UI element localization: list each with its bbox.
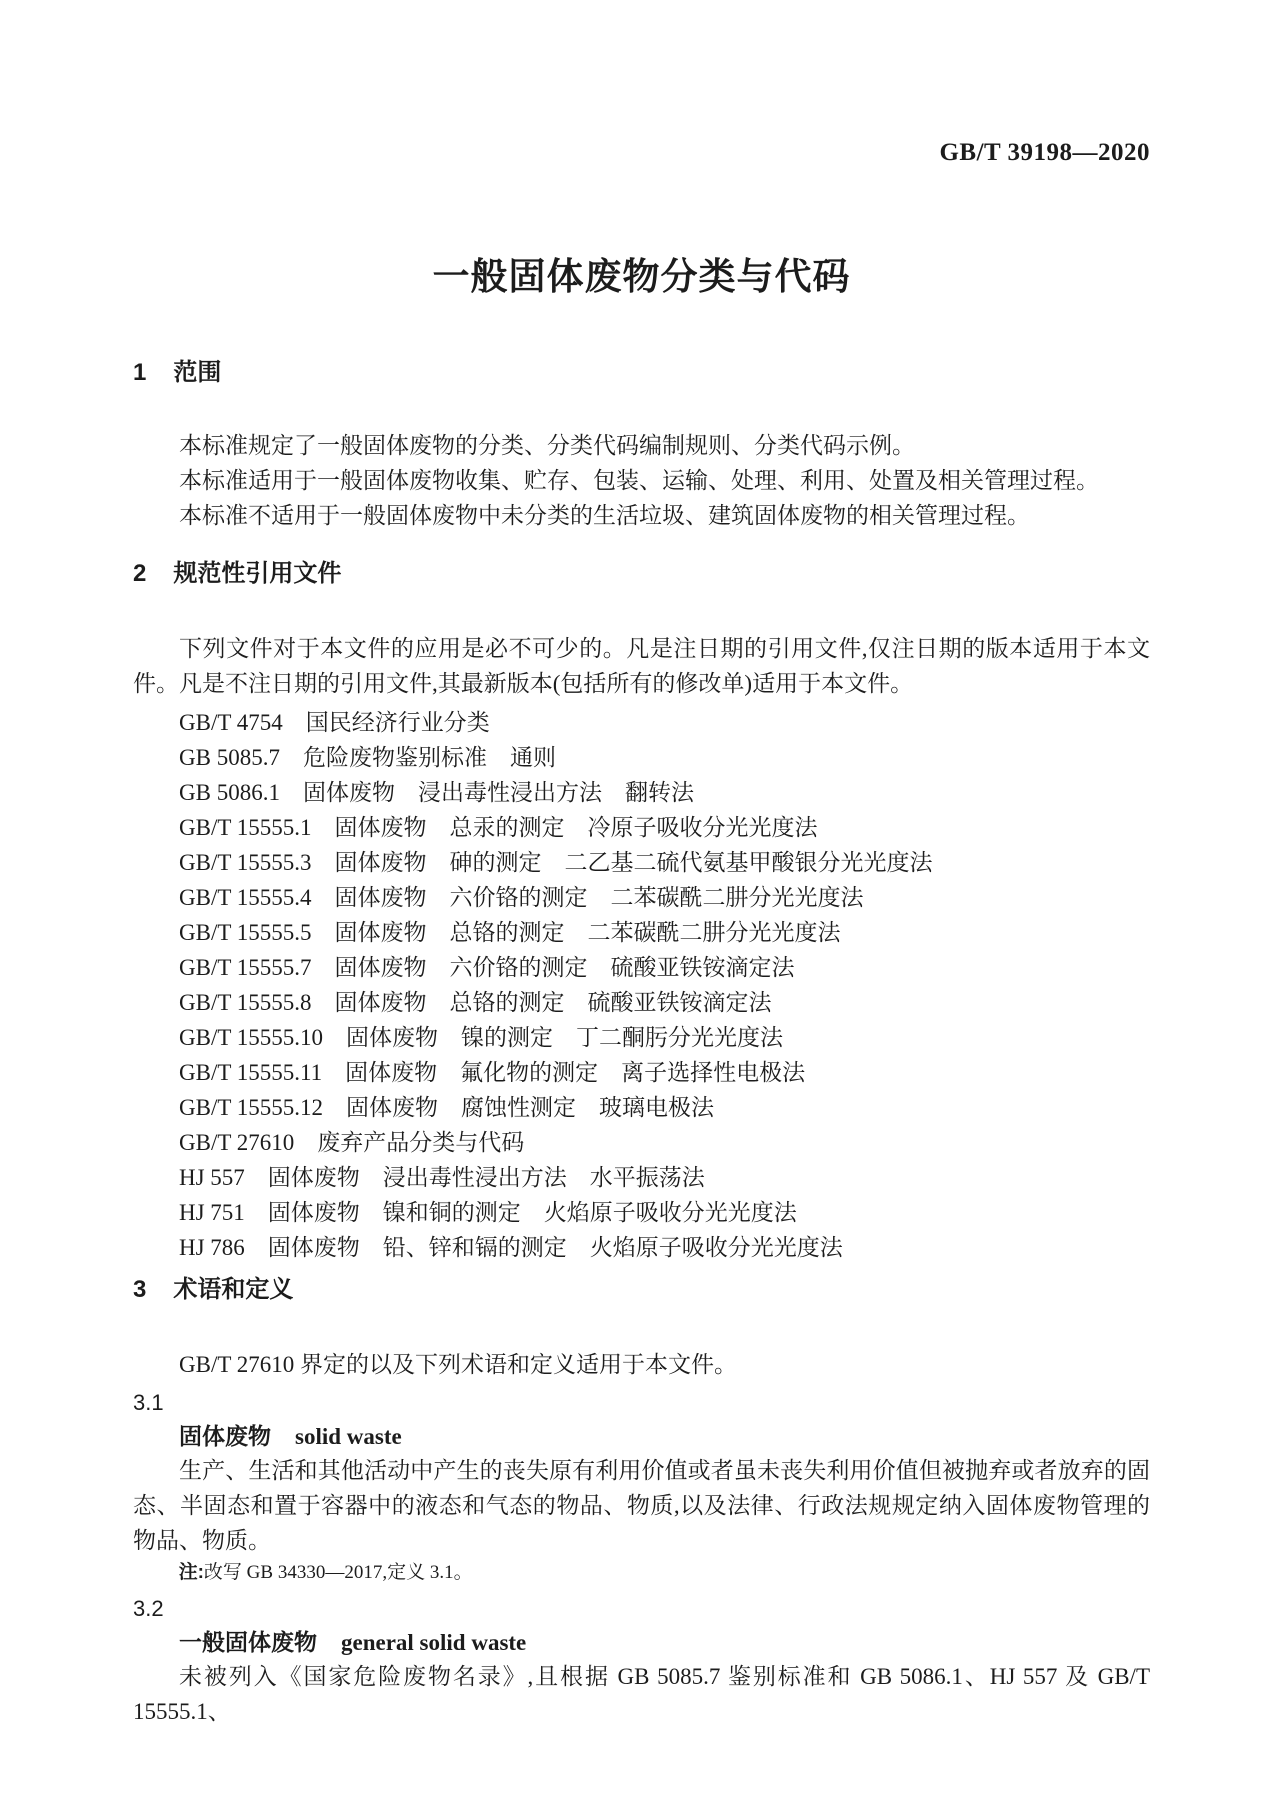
term-definition: 未被列入《国家危险废物名录》,且根据 GB 5085.7 鉴别标准和 GB 5086.1、HJ 557 及 GB/T 15555.1、 xyxy=(133,1664,1150,1724)
term-definition: 生产、生活和其他活动中产生的丧失原有利用价值或者虽未丧失利用价值但被抛弃或者放弃的固态、半固态和置于容器中的液态和气态的物品、物质,以及法律、行政法规规定纳入固体废物管理的物品、物质。 xyxy=(133,1458,1150,1553)
term-number: 3.1 xyxy=(133,1390,164,1415)
references-list xyxy=(133,705,1150,1265)
reference-item: GB 5086.1 固体废物 浸出毒性浸出方法 翻转法 xyxy=(179,780,694,805)
paragraph: GB/T 27610 界定的以及下列术语和定义适用于本文件。 xyxy=(179,1352,737,1377)
paragraph: 本标准不适用于一般固体废物中未分类的生活垃圾、建筑固体废物的相关管理过程。 xyxy=(179,503,1030,528)
section-number: 1 xyxy=(133,359,147,386)
paragraph: 本标准规定了一般固体废物的分类、分类代码编制规则、分类代码示例。 xyxy=(179,433,915,458)
term-entry-3-1 xyxy=(133,1388,1150,1588)
section-heading xyxy=(133,1275,1150,1305)
section-normative-references xyxy=(133,559,1150,1265)
section-body xyxy=(133,631,1150,701)
term-chinese: 一般固体废物 xyxy=(179,1629,317,1655)
term-note xyxy=(133,1558,1150,1588)
term-title xyxy=(133,1420,1150,1453)
reference-item: GB/T 15555.10 固体废物 镍的测定 丁二酮肟分光光度法 xyxy=(179,1025,783,1050)
section-heading xyxy=(133,358,1150,388)
reference-item: GB/T 15555.8 固体废物 总铬的测定 硫酸亚铁铵滴定法 xyxy=(179,990,772,1015)
reference-item: GB/T 15555.4 固体废物 六价铬的测定 二苯碳酰二肼分光光度法 xyxy=(179,885,864,910)
term-chinese: 固体废物 xyxy=(179,1423,271,1449)
page-title: 一般固体废物分类与代码 xyxy=(432,256,851,297)
reference-item: GB/T 15555.5 固体废物 总铬的测定 二苯碳酰二肼分光光度法 xyxy=(179,920,841,945)
reference-item: GB/T 15555.11 固体废物 氟化物的测定 离子选择性电极法 xyxy=(179,1060,806,1085)
section-heading xyxy=(133,559,1150,589)
note-text: 改写 GB 34330—2017,定义 3.1。 xyxy=(203,1562,473,1583)
section-number: 2 xyxy=(133,560,147,587)
reference-item: GB/T 15555.3 固体废物 砷的测定 二乙基二硫代氨基甲酸银分光光度法 xyxy=(179,850,933,875)
reference-item: HJ 751 固体废物 镍和铜的测定 火焰原子吸收分光光度法 xyxy=(179,1200,797,1225)
section-body xyxy=(133,428,1150,533)
section-terms-definitions xyxy=(133,1275,1150,1729)
term-entry-3-2 xyxy=(133,1594,1150,1729)
term-number: 3.2 xyxy=(133,1596,164,1621)
reference-item: GB 5085.7 危险废物鉴别标准 通则 xyxy=(179,745,556,770)
paragraph: 下列文件对于本文件的应用是必不可少的。凡是注日期的引用文件,仅注日期的版本适用于本文件。凡是不注日期的引用文件,其最新版本(包括所有的修改单)适用于本文件。 xyxy=(133,636,1150,696)
reference-item: GB/T 15555.12 固体废物 腐蚀性测定 玻璃电极法 xyxy=(179,1095,714,1120)
reference-item: HJ 557 固体废物 浸出毒性浸出方法 水平振荡法 xyxy=(179,1165,705,1190)
section-title: 范围 xyxy=(173,359,222,386)
note-label: 注: xyxy=(178,1562,204,1583)
reference-item: GB/T 27610 废弃产品分类与代码 xyxy=(179,1130,525,1155)
term-english: solid waste xyxy=(295,1424,402,1449)
section-scope xyxy=(133,358,1150,533)
section-title: 术语和定义 xyxy=(173,1276,294,1303)
term-english: general solid waste xyxy=(341,1630,527,1655)
reference-item: HJ 786 固体废物 铅、锌和镉的测定 火焰原子吸收分光光度法 xyxy=(179,1235,843,1260)
doc-number: GB/T 39198—2020 xyxy=(939,139,1150,166)
section-body xyxy=(133,1347,1150,1382)
paragraph: 本标准适用于一般固体废物收集、贮存、包装、运输、处理、利用、处置及相关管理过程。 xyxy=(179,468,1099,493)
reference-item: GB/T 15555.1 固体废物 总汞的测定 冷原子吸收分光光度法 xyxy=(179,815,818,840)
reference-item: GB/T 4754 国民经济行业分类 xyxy=(179,710,490,735)
section-number: 3 xyxy=(133,1276,147,1303)
reference-item: GB/T 15555.7 固体废物 六价铬的测定 硫酸亚铁铵滴定法 xyxy=(179,955,795,980)
term-title xyxy=(133,1626,1150,1659)
section-title: 规范性引用文件 xyxy=(173,560,342,587)
